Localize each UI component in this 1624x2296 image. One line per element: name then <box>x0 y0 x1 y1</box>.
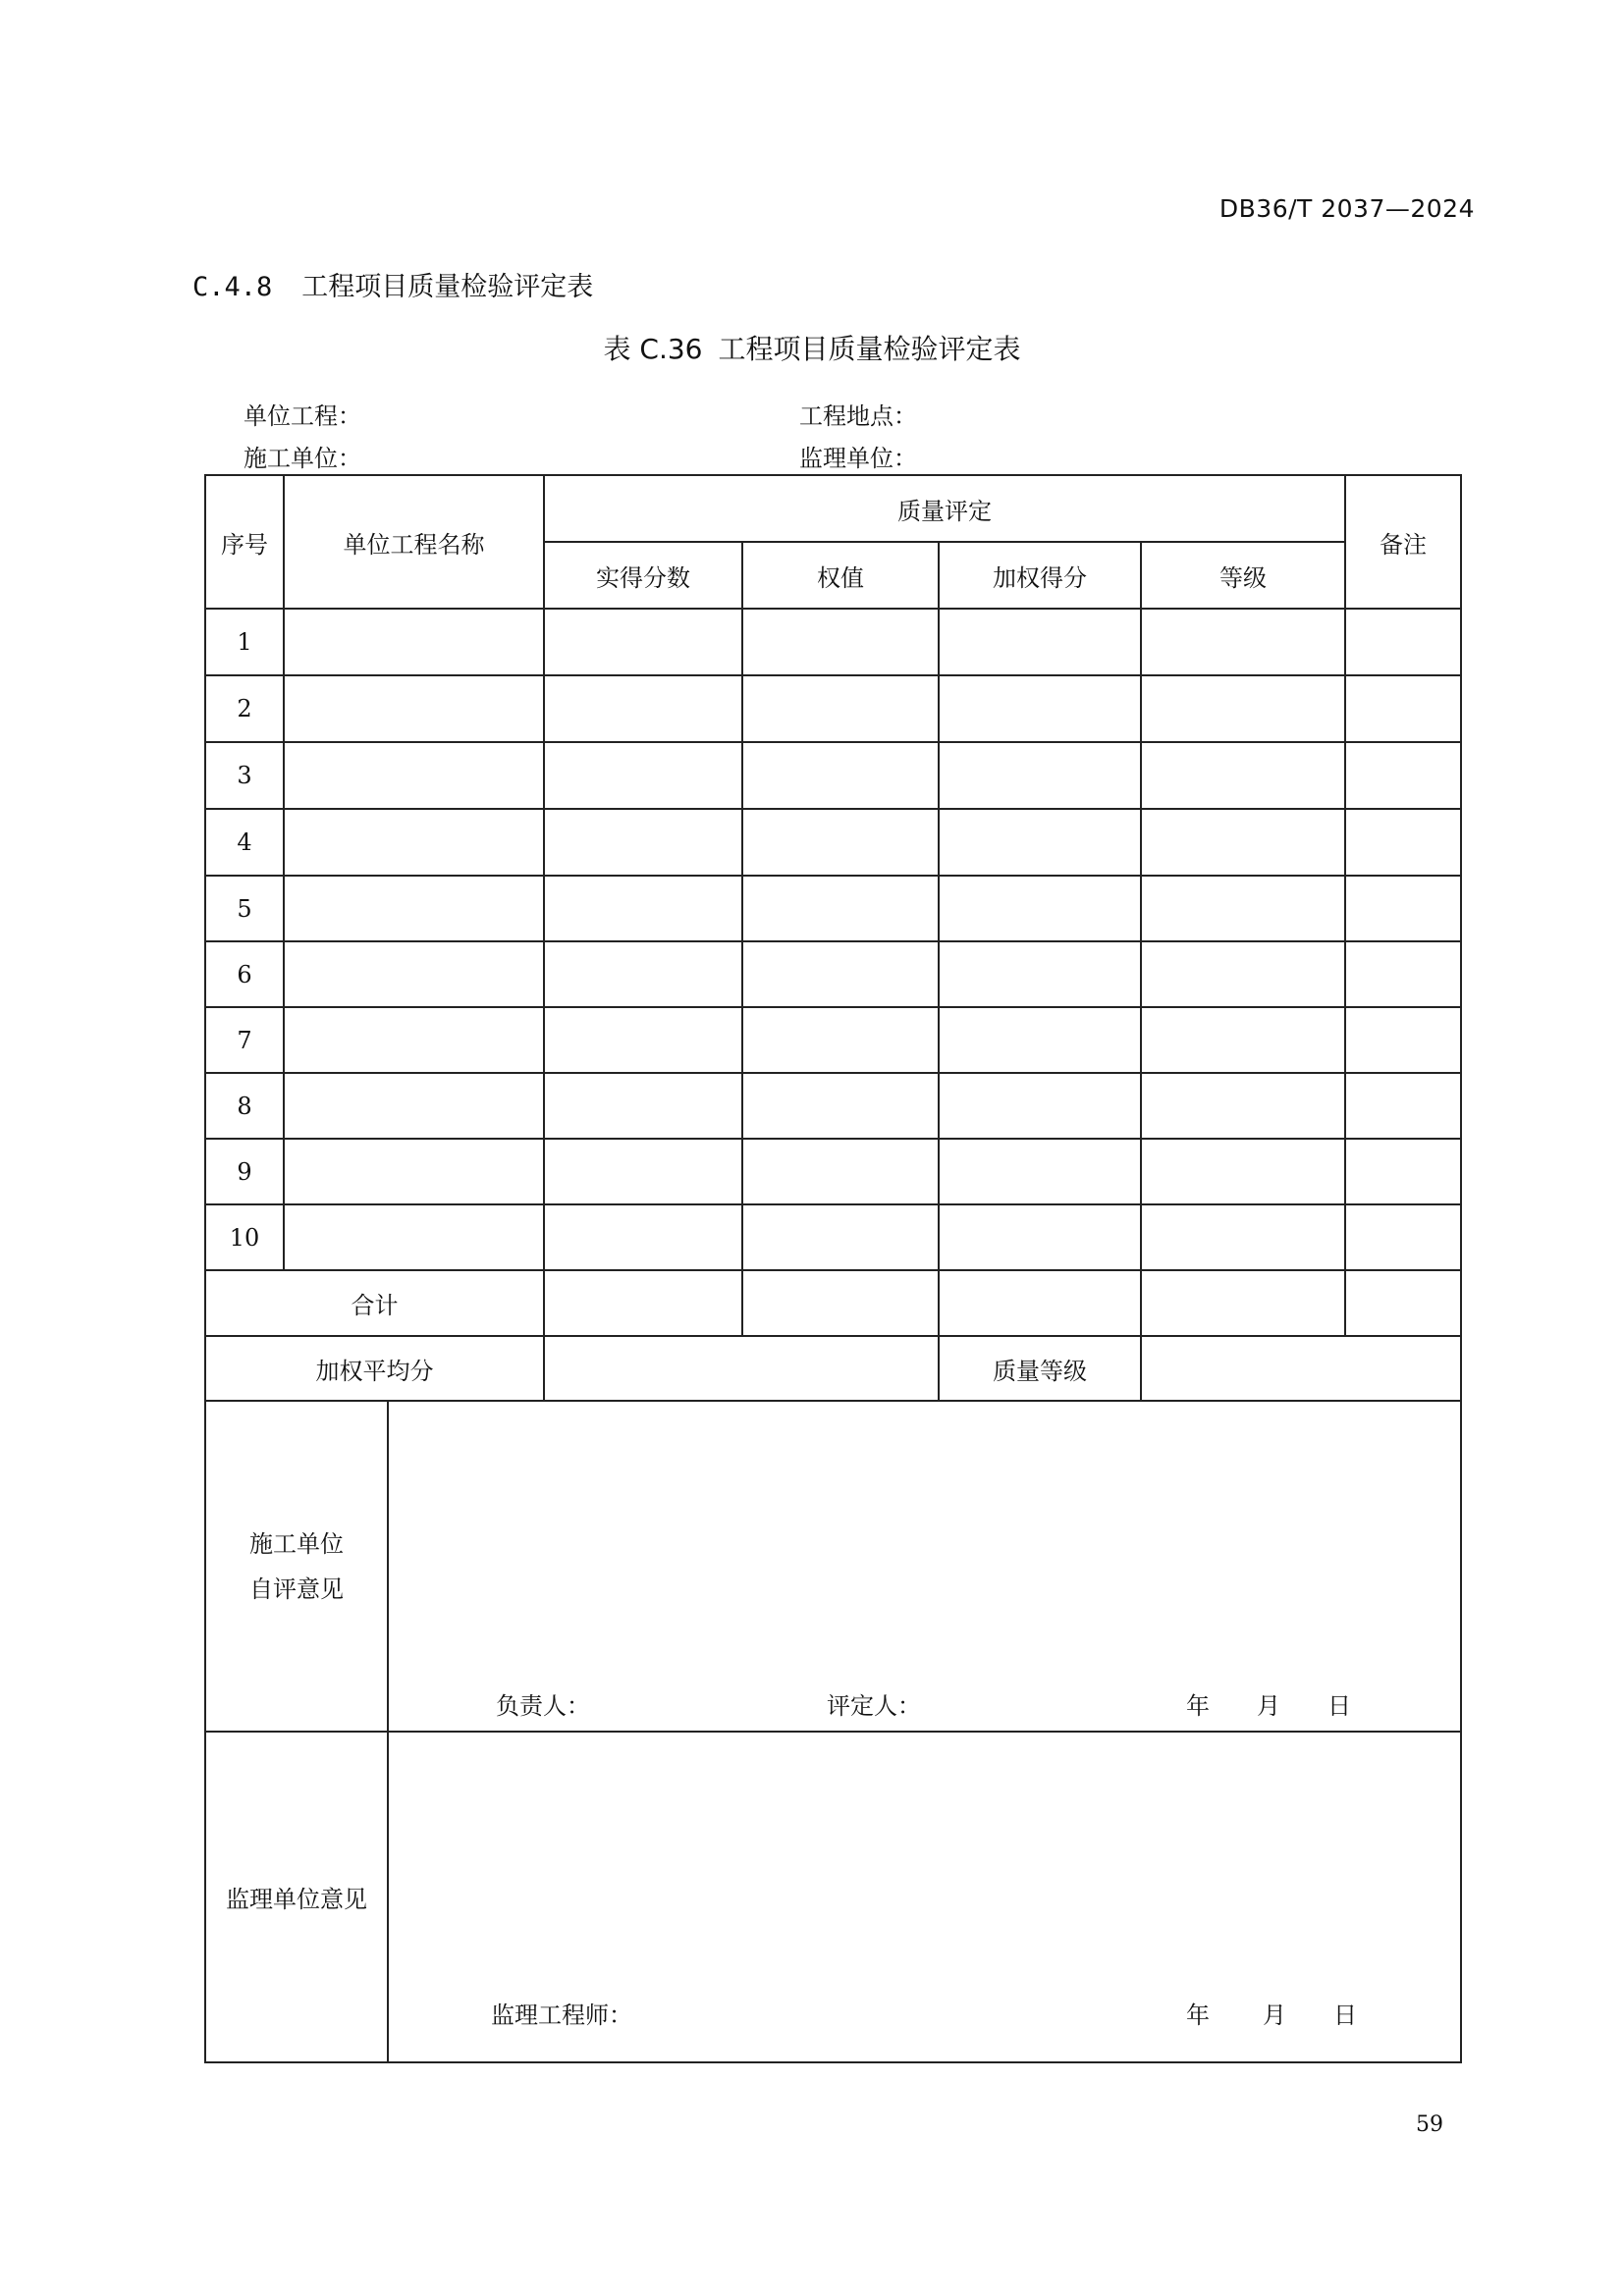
weight-cell[interactable] <box>742 675 939 742</box>
header-quality: 质量评定 <box>544 475 1345 542</box>
row-number: 10 <box>205 1204 284 1270</box>
weighted-score-cell[interactable] <box>939 1073 1141 1139</box>
header-weighted-score: 加权得分 <box>939 542 1141 609</box>
remark-cell[interactable] <box>1345 1204 1461 1270</box>
table-caption <box>0 328 1624 367</box>
total-score-cell[interactable] <box>544 1270 742 1336</box>
weighted-average-value[interactable] <box>544 1336 939 1401</box>
unit-name-cell[interactable] <box>284 941 544 1007</box>
unit-project-label: 单位工程： <box>244 402 361 430</box>
remark-cell[interactable] <box>1345 941 1461 1007</box>
weight-cell[interactable] <box>742 1204 939 1270</box>
score-cell[interactable] <box>544 1007 742 1073</box>
table-row <box>205 876 1461 941</box>
row-number: 3 <box>205 742 284 809</box>
score-cell[interactable] <box>544 609 742 675</box>
row-number: 9 <box>205 1139 284 1204</box>
total-remark-cell[interactable] <box>1345 1270 1461 1336</box>
score-cell[interactable] <box>544 1073 742 1139</box>
row-number: 2 <box>205 675 284 742</box>
unit-name-cell[interactable] <box>284 609 544 675</box>
header-grade: 等级 <box>1141 542 1345 609</box>
header-seq: 序号 <box>205 475 284 609</box>
remark-cell[interactable] <box>1345 876 1461 941</box>
grade-cell[interactable] <box>1141 1139 1345 1204</box>
table-row <box>205 609 1461 675</box>
weighted-score-cell[interactable] <box>939 609 1141 675</box>
score-cell[interactable] <box>544 1139 742 1204</box>
supervision-opinion-row <box>205 1732 1461 2062</box>
total-weight-cell[interactable] <box>742 1270 939 1336</box>
remark-cell[interactable] <box>1345 1073 1461 1139</box>
unit-name-cell[interactable] <box>284 809 544 876</box>
construction-opinion-area[interactable] <box>388 1401 1461 1732</box>
grade-cell[interactable] <box>1141 609 1345 675</box>
date-year-label: 年 <box>1186 1692 1210 1720</box>
weight-cell[interactable] <box>742 809 939 876</box>
score-cell[interactable] <box>544 675 742 742</box>
grade-cell[interactable] <box>1141 1204 1345 1270</box>
supervision-opinion-label: 监理单位意见 <box>205 1732 388 2062</box>
row-number: 6 <box>205 941 284 1007</box>
table-row <box>205 1073 1461 1139</box>
header-remark: 备注 <box>1345 475 1461 609</box>
row-number: 5 <box>205 876 284 941</box>
weighted-average-label: 加权平均分 <box>205 1336 544 1401</box>
supervising-engineer-label: 监理工程师： <box>491 2002 632 2029</box>
grade-cell[interactable] <box>1141 1007 1345 1073</box>
total-weighted-cell[interactable] <box>939 1270 1141 1336</box>
page-number: 59 <box>1416 2112 1443 2137</box>
weight-cell[interactable] <box>742 1139 939 1204</box>
date-year-label: 年 <box>1186 2002 1210 2029</box>
table-row <box>205 1139 1461 1204</box>
weight-cell[interactable] <box>742 1007 939 1073</box>
header-score: 实得分数 <box>544 542 742 609</box>
weighted-score-cell[interactable] <box>939 1007 1141 1073</box>
table-row <box>205 1204 1461 1270</box>
grade-cell[interactable] <box>1141 941 1345 1007</box>
remark-cell[interactable] <box>1345 1007 1461 1073</box>
weighted-score-cell[interactable] <box>939 809 1141 876</box>
weighted-score-cell[interactable] <box>939 742 1141 809</box>
remark-cell[interactable] <box>1345 1139 1461 1204</box>
unit-name-cell[interactable] <box>284 1139 544 1204</box>
score-cell[interactable] <box>544 742 742 809</box>
date-month-label: 月 <box>1257 1692 1280 1720</box>
quality-grade-value[interactable] <box>1141 1336 1461 1401</box>
grade-cell[interactable] <box>1141 675 1345 742</box>
table-row <box>205 1007 1461 1073</box>
remark-cell[interactable] <box>1345 675 1461 742</box>
grade-cell[interactable] <box>1141 742 1345 809</box>
construction-opinion-label-line2: 自评意见 <box>249 1575 344 1603</box>
evaluator-label: 评定人： <box>827 1692 921 1720</box>
unit-name-cell[interactable] <box>284 1007 544 1073</box>
unit-name-cell[interactable] <box>284 1073 544 1139</box>
section-title: 工程项目质量检验评定表 <box>301 272 594 302</box>
document-number: DB36/T 2037—2024 <box>1218 194 1475 223</box>
table-title: 工程项目质量检验评定表 <box>718 333 1021 365</box>
table-row <box>205 742 1461 809</box>
weighted-score-cell[interactable] <box>939 876 1141 941</box>
total-label: 合计 <box>205 1270 544 1336</box>
score-cell[interactable] <box>544 1204 742 1270</box>
construction-unit-label: 施工单位： <box>244 445 361 472</box>
weighted-score-cell[interactable] <box>939 1139 1141 1204</box>
unit-name-cell[interactable] <box>284 876 544 941</box>
date-month-label: 月 <box>1263 2002 1286 2029</box>
grade-cell[interactable] <box>1141 876 1345 941</box>
table-row <box>205 809 1461 876</box>
table-row <box>205 675 1461 742</box>
unit-name-cell[interactable] <box>284 1204 544 1270</box>
weight-cell[interactable] <box>742 1073 939 1139</box>
row-number: 8 <box>205 1073 284 1139</box>
supervision-opinion-area[interactable] <box>388 1732 1461 2062</box>
date-day-label: 日 <box>1327 1692 1351 1720</box>
remark-cell[interactable] <box>1345 809 1461 876</box>
row-number: 1 <box>205 609 284 675</box>
score-cell[interactable] <box>544 876 742 941</box>
grade-cell[interactable] <box>1141 1073 1345 1139</box>
header-unit-name: 单位工程名称 <box>284 475 544 609</box>
construction-opinion-row <box>205 1401 1461 1732</box>
weight-cell[interactable] <box>742 609 939 675</box>
header-weight: 权值 <box>742 542 939 609</box>
project-location-label: 工程地点： <box>799 402 917 430</box>
construction-opinion-label-line1: 施工单位 <box>249 1529 344 1558</box>
weighted-score-cell[interactable] <box>939 941 1141 1007</box>
summary-row <box>205 1336 1461 1401</box>
weighted-score-cell[interactable] <box>939 675 1141 742</box>
supervision-unit-label: 监理单位： <box>799 445 917 472</box>
quality-evaluation-table <box>204 474 1462 2063</box>
quality-grade-label: 质量等级 <box>939 1336 1141 1401</box>
weight-cell[interactable] <box>742 941 939 1007</box>
date-day-label: 日 <box>1333 2002 1357 2029</box>
score-cell[interactable] <box>544 941 742 1007</box>
total-grade-cell[interactable] <box>1141 1270 1345 1336</box>
unit-name-cell[interactable] <box>284 675 544 742</box>
row-number: 7 <box>205 1007 284 1073</box>
remark-cell[interactable] <box>1345 742 1461 809</box>
section-number: C.4.8 <box>192 272 273 302</box>
weight-cell[interactable] <box>742 876 939 941</box>
score-cell[interactable] <box>544 809 742 876</box>
table-number: 表 C.36 <box>603 333 703 365</box>
unit-name-cell[interactable] <box>284 742 544 809</box>
weighted-score-cell[interactable] <box>939 1204 1141 1270</box>
remark-cell[interactable] <box>1345 609 1461 675</box>
construction-opinion-label <box>205 1401 388 1732</box>
grade-cell[interactable] <box>1141 809 1345 876</box>
row-number: 4 <box>205 809 284 876</box>
responsible-person-label: 负责人： <box>496 1692 590 1720</box>
table-row <box>205 941 1461 1007</box>
total-row <box>205 1270 1461 1336</box>
section-heading <box>192 265 593 303</box>
weight-cell[interactable] <box>742 742 939 809</box>
